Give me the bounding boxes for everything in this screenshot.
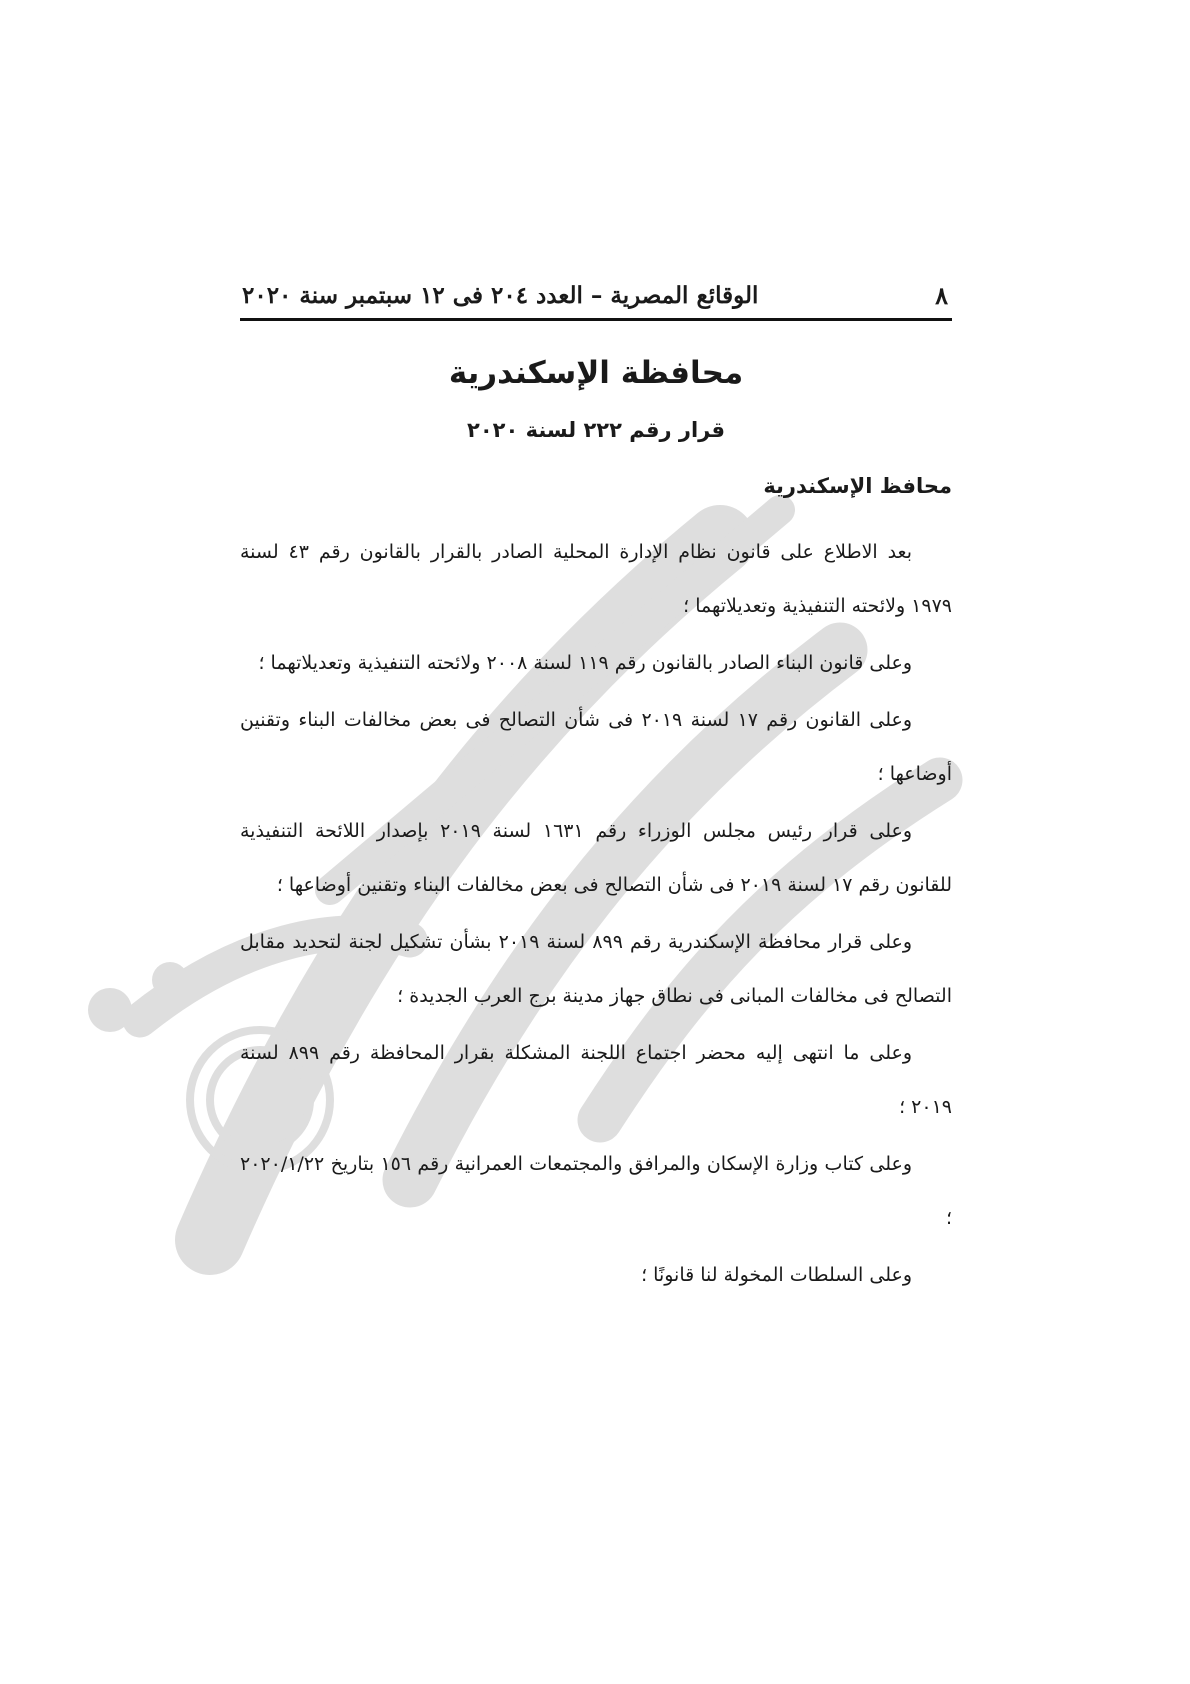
- preamble-paragraph: وعلى كتاب وزارة الإسكان والمرافق والمجتمعات العمرانية رقم ١٥٦ بتاريخ ٢٠٢٠/١/٢٢ ؛: [240, 1153, 952, 1229]
- preamble-paragraph: وعلى ما انتهى إليه محضر اجتماع اللجنة المشكلة بقرار المحافظة رقم ٨٩٩ لسنة ٢٠١٩ ؛: [240, 1042, 952, 1118]
- preamble-paragraph: بعد الاطلاع على قانون نظام الإدارة المحلية الصادر بالقرار بالقانون رقم ٤٣ لسنة ١٩٧٩ ولائحته التنفيذية وتعديلاتهما ؛: [240, 541, 952, 617]
- preamble-paragraph: وعلى قرار رئيس مجلس الوزراء رقم ١٦٣١ لسنة ٢٠١٩ بإصدار اللائحة التنفيذية للقانون رقم ١٧ لسنة ٢٠١٩ فى شأن التصالح فى بعض مخالفات البناء وتقنين أوضاعها ؛: [240, 820, 952, 896]
- issuer-heading: محافظ الإسكندرية: [763, 474, 952, 498]
- publication-line: الوقائع المصرية – العدد ٢٠٤ فى ١٢ سبتمبر سنة ٢٠٢٠: [242, 281, 759, 309]
- preamble-paragraph: وعلى السلطات المخولة لنا قانونًا ؛: [641, 1264, 912, 1286]
- preamble-paragraph: وعلى القانون رقم ١٧ لسنة ٢٠١٩ فى شأن التصالح فى بعض مخالفات البناء وتقنين أوضاعها ؛: [240, 709, 952, 785]
- decree-body: [240, 525, 952, 1305]
- document-title: محافظة الإسكندرية: [448, 355, 744, 391]
- preamble-paragraph: وعلى قرار محافظة الإسكندرية رقم ٨٩٩ لسنة ٢٠١٩ بشأن تشكيل لجنة لتحديد مقابل التصالح فى مخالفات المبانى فى نطاق جهاز مدينة برج العرب الجديدة ؛: [240, 931, 952, 1007]
- page-number: ٨: [935, 280, 948, 310]
- decree-number: قرار رقم ٢٢٢ لسنة ٢٠٢٠: [467, 418, 725, 442]
- preamble-paragraph: وعلى قانون البناء الصادر بالقانون رقم ١١٩ لسنة ٢٠٠٨ ولائحته التنفيذية وتعديلاتهما ؛: [258, 652, 912, 674]
- page-header: [240, 272, 952, 321]
